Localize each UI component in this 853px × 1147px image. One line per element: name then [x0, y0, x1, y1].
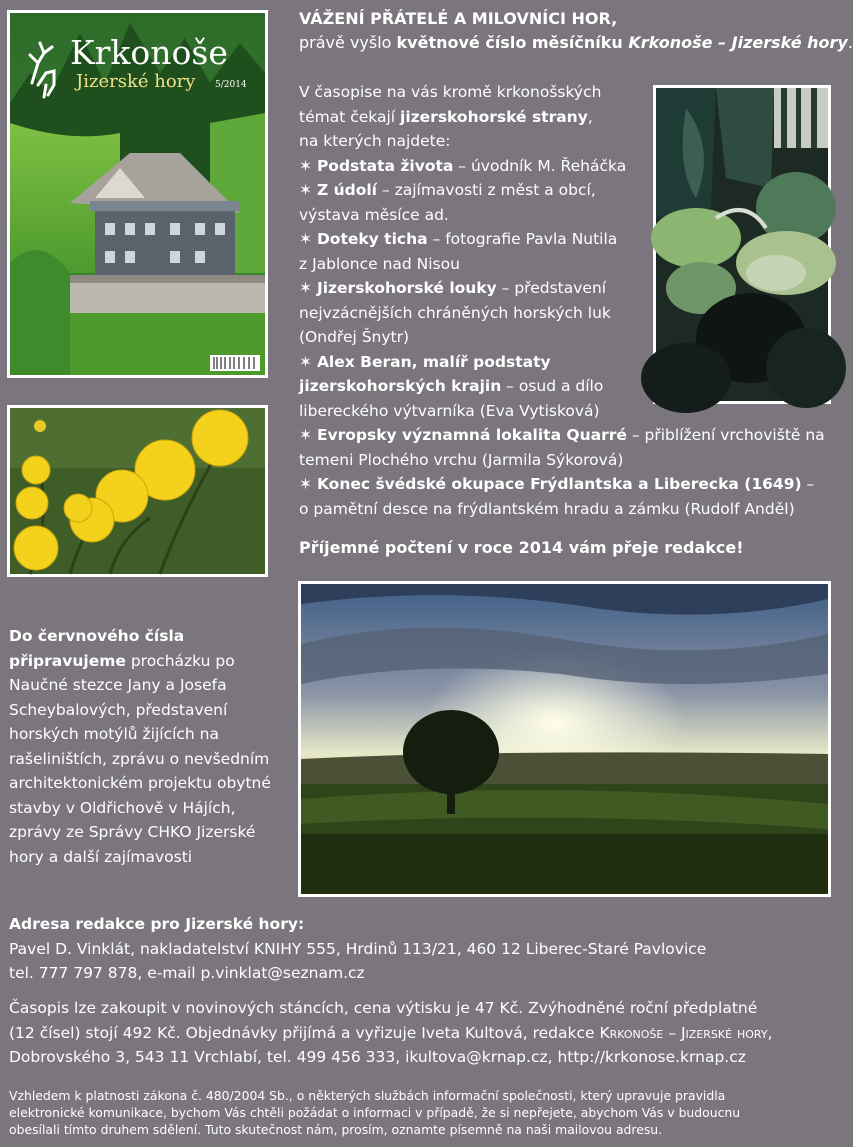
- list-item: ✶ Konec švédské okupace Frýdlantska a Liberecka (1649) –: [299, 475, 815, 493]
- list-item: ✶ Evropsky významná lokalita Quarré – přiblížení vrchoviště na: [299, 426, 825, 444]
- address-block: [9, 912, 706, 986]
- contents-intro-2: témat čekají jizerskohorské strany,: [299, 107, 593, 126]
- sunset-landscape-photo: [298, 581, 831, 897]
- cover-subtitle: Jizerské hory: [76, 71, 196, 92]
- star-bullet-icon: ✶: [299, 230, 312, 248]
- star-bullet-icon: ✶: [299, 156, 312, 175]
- closing-greeting: Příjemné počtení v roce 2014 vám přeje redakce!: [299, 538, 744, 557]
- magazine-name: Krkonoše – Jizerské hory: [628, 33, 848, 52]
- publisher-name: Krkonoše – Jizerské hory: [599, 1023, 768, 1042]
- cover-title: Krkonoše: [70, 33, 228, 72]
- address-heading: Adresa redakce pro Jizerské hory:: [9, 915, 305, 933]
- contents-intro-1: V časopise na vás kromě krkonošských: [299, 83, 602, 101]
- purchase-block: Časopis lze zakoupit v novinových stáncích, cena výtisku je 47 Kč. Zvýhodněné roční předplatné (12 čísel) stojí 492 Kč. Objednávky přijímá a vyřizuje Iveta Kultová, redakce Krkonoše – Jizerské hory, Dobrovského 3, 543 11 Vrchlabí, tel. 499 456 333, ikultova@krnap.cz, http://krkonose.krnap.cz: [9, 999, 773, 1066]
- list-item: ✶ Podstata života – úvodník M. Řeháčka: [299, 156, 627, 175]
- globeflower-photo: [7, 405, 268, 577]
- legal-notice: Vzhledem k platnosti zákona č. 480/2004 Sb., o některých službách informační společnosti, který upravuje pravidla elektronické komunikace, bychom Vás chtěli požádat o informaci v případě, že si nepřejete, abychom Vás v budoucnu obesílali tímto druhem sdělení. Tuto skutečnost nám, prosím, oznamte písemně na naši mailovou adresu.: [9, 1088, 741, 1137]
- list-item: ✶ Jizerskohorské louky – představení: [299, 279, 607, 297]
- list-item: ✶ Z údolí – zajímavosti z měst a obcí,: [299, 181, 596, 199]
- intro-subline-bold: květnové číslo měsíčníku: [396, 33, 629, 52]
- star-bullet-icon: ✶: [299, 181, 312, 199]
- contact-line: tel. 777 797 878, e-mail p.vinklat@seznam.cz: [9, 964, 365, 982]
- contents-block: V časopise na vás kromě krkonošských témat čekají jizerskohorské strany, na kterých najdete: ✶ Podstata života – úvodník M. Řeháčka ✶ Z údolí – zajímavosti z měst a obcí, výstava měsíce ad. ✶ Doteky ticha – fotografie Pavla Nutila z Jablonce nad Nisou ✶ Jizerskohorské louky – představení nejvzácnějších chráněných horských luk (Ondřej Šnytr) ✶ Alex Beran, malíř podstaty jizerskohorských krajin – osud a dílo libereckého výtvarníka (Eva Vytisková) ✶ Evropsky významná lokalita Quarré – přiblížení vrchoviště na temeni Plochého vrchu (Jarmila Sýkorová) ✶ Konec švédské okupace Frýdlantska a Liberecka (1649) – o pamětní desce na frýdlantském hradu a zámku (Rudolf Anděl): [299, 80, 819, 521]
- star-bullet-icon: ✶: [299, 426, 312, 444]
- intro-subline-start: právě vyšlo: [299, 33, 397, 52]
- address-line: Pavel D. Vinklát, nakladatelství KNIHY 555, Hrdinů 113/21, 460 12 Liberec-Staré Pavlovice: [9, 939, 707, 958]
- list-item: ✶ Alex Beran, malíř podstaty: [299, 352, 551, 371]
- intro-subline: právě vyšlo květnové číslo měsíčníku Krkonoše – Jizerské hory.: [299, 33, 853, 52]
- intro-heading: VÁŽENÍ PŘÁTELÉ A MILOVNÍCI HOR,: [299, 9, 618, 28]
- contents-intro-3: na kterých najdete:: [299, 132, 451, 150]
- list-item: ✶ Doteky ticha – fotografie Pavla Nutila: [299, 230, 618, 248]
- star-bullet-icon: ✶: [299, 279, 312, 297]
- star-bullet-icon: ✶: [299, 352, 312, 371]
- magazine-cover: [7, 10, 268, 378]
- cover-issue: 5/2014: [215, 80, 247, 90]
- next-issue-text: Do červnového čísla připravujeme procházku po Naučné stezce Jany a Josefa Scheybalových, představení horských motýlů žijících na rašeliništích, zprávu o nevšedním architektonickém projektu obytné stavby v Oldřichově v Hájích, zprávy ze Správy CHKO Jizerské hory a další zajímavosti: [9, 627, 271, 866]
- star-bullet-icon: ✶: [299, 475, 312, 493]
